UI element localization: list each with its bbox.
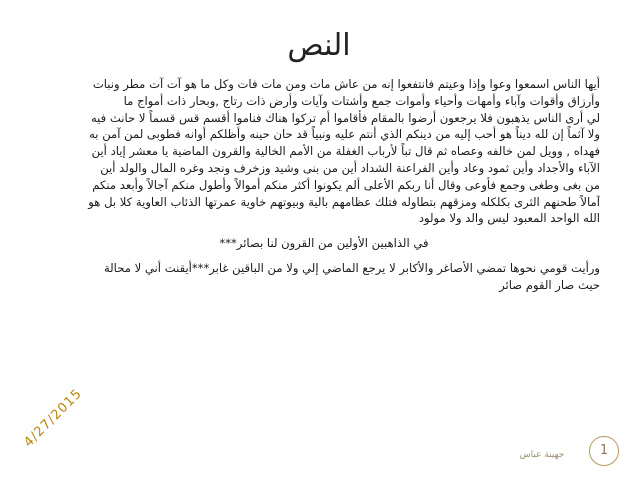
page-number-badge [589,436,619,466]
page-number: 1 [599,443,609,458]
body-line: من بغى وطغى وجمع فأوعى وقال أنا ربكم الأعلى ألم يكونوا أكثر منكم أموالاً وأطول منكم آجالاً وأبعد منكم [92,177,600,192]
slide-body-text [48,76,600,294]
body-line: وأرزاق وأقوات وآباء وأمهات وأحياء وأموات جمع وأشتات وآيات وأرض ذات رتاج ,وبحار ذات أمواج ما [123,93,600,108]
body-line: لي أرى الناس يذهبون فلا يرجعون أرضوا بالمقام فأقاموا أم تركوا هناك فناموا أقسم قس قسماً لا حانث فيه [90,110,600,125]
slide-date: 4/27/2015 [21,386,86,451]
body-line: فهداه , وويل لمن خالفه وعصاه ثم قال تباً لأرباب الغفلة من الأمم الخالية والقرون الماضية يا معشر إياد أين [91,144,600,159]
closing-line: حيث صار القوم صائر [499,277,600,292]
body-line: الله الواحد المعبود ليس والد ولا مولود [418,211,600,226]
body-line: الآباء والأجداد وأين ثمود وعاد وأين الفراعنة الشداد أين من بنى وشيد وزخرف ونجد وغره المال والولد أين [100,160,600,175]
slide-title: النص [287,28,351,63]
slide-author: جهينة عباس [519,450,565,460]
verse-line: في الذاهبين الأولين من القرون لنا بصائر*** [219,236,429,251]
body-line: آمالاً طحنهم الثرى بكلكله ومزقهم بتطاوله فتلك عظامهم بالية وبيوتهم خاوية عمرتها الذئاب العاوية كلا بل هو [88,194,600,209]
body-line: أيها الناس اسمعوا وعوا وإذا وعيتم فانتفعوا إنه من عاش مات ومن مات فات وكل ما هو آت آت مطر ونبات [92,77,600,91]
body-line: ولا آثماً إن لله ديناً هو أحب إليه من دينكم الذي أنتم عليه ونبياً قد حان حينه وأظلكم أوانه فطوبى لمن آمن به [89,127,600,142]
closing-line: ورأيت قومي نحوها تمضي الأصاغر والأكابر لا يرجع الماضي إلي ولا من الباقين غابر***أيقنت أني لا محالة [103,260,600,275]
